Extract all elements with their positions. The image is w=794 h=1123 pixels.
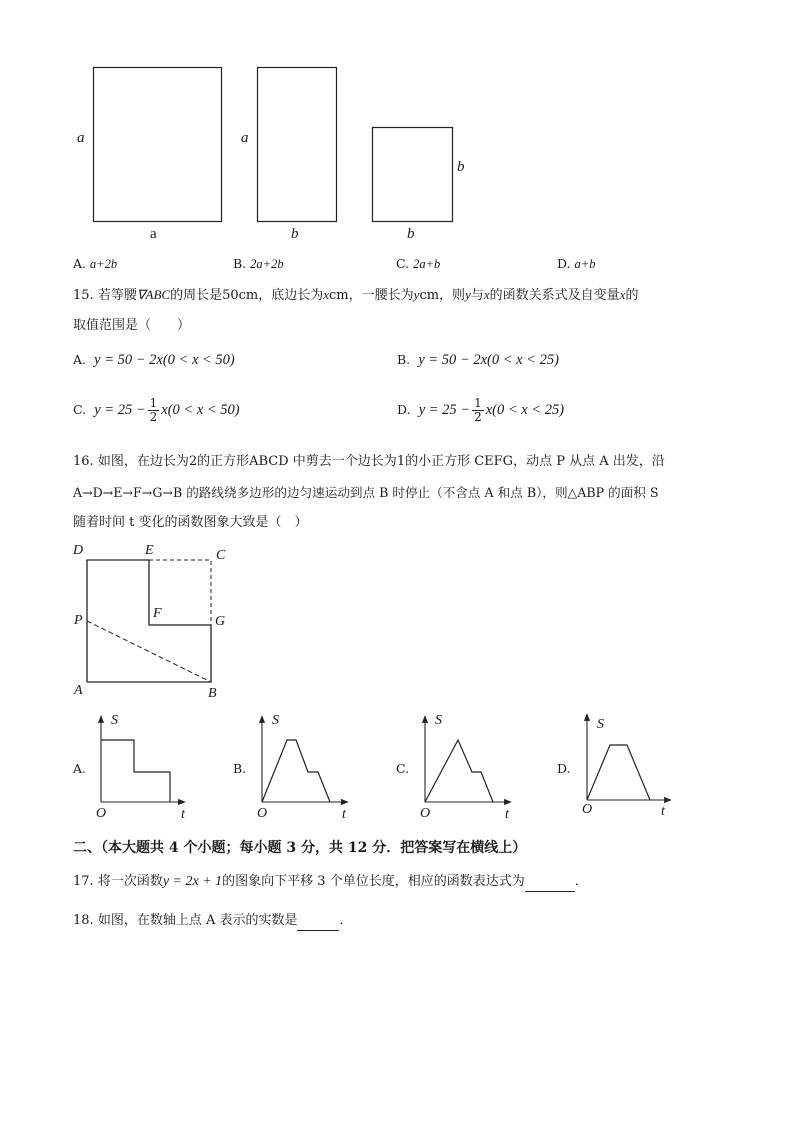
number-1: 1 — [396, 454, 406, 469]
answer-blank[interactable] — [525, 873, 575, 892]
unit-cm: cm — [329, 288, 349, 303]
point-p-label: P — [74, 613, 83, 628]
stem-text: ． — [574, 874, 588, 889]
option-formula-tail: x(0 < x < 50) — [161, 402, 240, 418]
point-a-label: A — [74, 683, 83, 698]
graph-c-o-label: O — [420, 806, 431, 821]
stem-text: 将一次函数 — [97, 874, 163, 889]
point-f-label: F — [153, 606, 162, 621]
graph-d-s-label: S — [597, 717, 604, 732]
answer-blank[interactable] — [297, 912, 339, 931]
function-expression: y = 2x + 1 — [162, 874, 223, 889]
rect3-right-label: b — [457, 159, 465, 175]
stem-text: ． — [339, 913, 353, 928]
question-number: 15. — [73, 288, 94, 303]
graph-b-curve — [262, 740, 330, 802]
graph-c-s-label: S — [435, 713, 442, 728]
graph-c-curve — [425, 740, 493, 802]
stem-text: 的正方形ABCD 中剪去一个边长为 — [197, 454, 397, 469]
point-g-label: G — [215, 614, 226, 629]
var-y: y — [413, 287, 420, 302]
point-e-label: E — [145, 543, 154, 558]
q16-option-c[interactable]: C. — [396, 761, 410, 776]
triangle-abc: ∇ABC — [136, 287, 171, 302]
option-text: 2a+2b — [250, 257, 284, 271]
graph-d-curve — [587, 745, 650, 800]
option-letter: D. — [557, 256, 571, 271]
point-b-label: B — [208, 686, 217, 701]
var-y: y — [465, 287, 471, 302]
option-letter: B. — [233, 256, 247, 271]
option-text: a+2b — [90, 257, 118, 271]
stem-text: 的 — [625, 288, 639, 303]
graph-a-s-label: S — [111, 713, 118, 728]
option-text: a+b — [574, 257, 596, 271]
stem-text: ，则 — [439, 288, 466, 303]
stem-text: 的函数关系式及自变量 — [489, 288, 620, 303]
option-formula-tail: x(0 < x < 25) — [485, 402, 565, 418]
section-2-heading: 二、（本大题共 4 个小题；每小题 3 分，共 12 分．把答案写在横线上） — [73, 840, 527, 856]
rect2-left-label: a — [241, 130, 249, 146]
question-number: 17. — [73, 874, 94, 889]
option-formula: y = 25 − — [418, 402, 471, 418]
stem-text: 与 — [470, 288, 484, 303]
option-letter: D. — [397, 402, 411, 417]
option-text: 2a+b — [413, 257, 441, 271]
var-x: x — [323, 287, 330, 302]
fraction-denominator: 2 — [149, 410, 158, 424]
q16-stem-line3: 随着时间 t 变化的函数图象大致是（ ） — [73, 515, 308, 530]
option-letter: C. — [73, 402, 87, 417]
stem-text: 的图象向下平移 3 个单位长度，相应的函数表达式为 — [222, 874, 525, 889]
fraction-numerator: 1 — [474, 396, 482, 410]
var-x: x — [483, 287, 490, 302]
option-letter: A. — [73, 256, 87, 271]
graph-d-t-label: t — [661, 804, 665, 819]
stem-text: 的周长是50cm，底边长为 — [170, 288, 324, 303]
q15-stem-line2: 取值范围是（ ） — [73, 318, 191, 333]
stem-text: 如图，在数轴上点 A 表示的实数是 — [97, 913, 298, 928]
graph-b-o-label: O — [257, 806, 268, 821]
var-x: x — [619, 287, 626, 302]
graph-d-o-label: O — [582, 802, 593, 817]
q16-option-d[interactable]: D. — [557, 761, 571, 776]
point-c-label: C — [216, 548, 226, 563]
fraction-numerator: 1 — [149, 396, 158, 410]
option-formula: y = 50 − 2x(0 < x < 25) — [418, 352, 559, 368]
option-formula: y = 50 − 2x(0 < x < 50) — [94, 352, 235, 368]
q16-option-b[interactable]: B. — [233, 761, 247, 776]
unit-cm: cm — [419, 288, 440, 303]
q18-stem — [73, 912, 353, 931]
stem-text: 若等腰 — [97, 288, 137, 303]
option-letter: A. — [73, 352, 87, 367]
question-number: 16. — [73, 454, 94, 469]
graph-a-o-label: O — [96, 806, 107, 821]
rect2-bottom-label: b — [291, 226, 299, 242]
q16-option-a[interactable]: A. — [73, 761, 87, 776]
fraction-denominator: 2 — [474, 410, 482, 424]
q16-stem-line2: A→D→E→F→G→B 的路线绕多边形的边匀速运动到点 B 时停止（不含点 A 和点 B），则△ABP 的面积 S — [73, 485, 659, 500]
rect1-left-label: a — [77, 130, 85, 146]
graph-a-curve — [101, 740, 170, 802]
stem-text: ，一腰长为 — [348, 288, 414, 303]
stem-text: 如图，在边长为 — [97, 454, 189, 469]
stem-text: 的小正方形 CEFG，动点 P 从点 A 出发，沿 — [405, 454, 665, 469]
graph-c-t-label: t — [505, 807, 509, 822]
graph-b-t-label: t — [342, 807, 346, 822]
option-letter: B. — [397, 352, 411, 367]
option-formula: y = 25 − — [94, 402, 146, 418]
rect3-bottom-label: b — [407, 226, 415, 242]
question-number: 18. — [73, 913, 94, 928]
graph-b-s-label: S — [272, 713, 279, 728]
number-2: 2 — [188, 454, 198, 469]
rect1-bottom-label: a — [150, 226, 157, 242]
option-letter: C. — [396, 256, 410, 271]
point-d-label: D — [73, 543, 84, 558]
graph-a-t-label: t — [181, 807, 185, 822]
q17-stem — [73, 873, 588, 892]
